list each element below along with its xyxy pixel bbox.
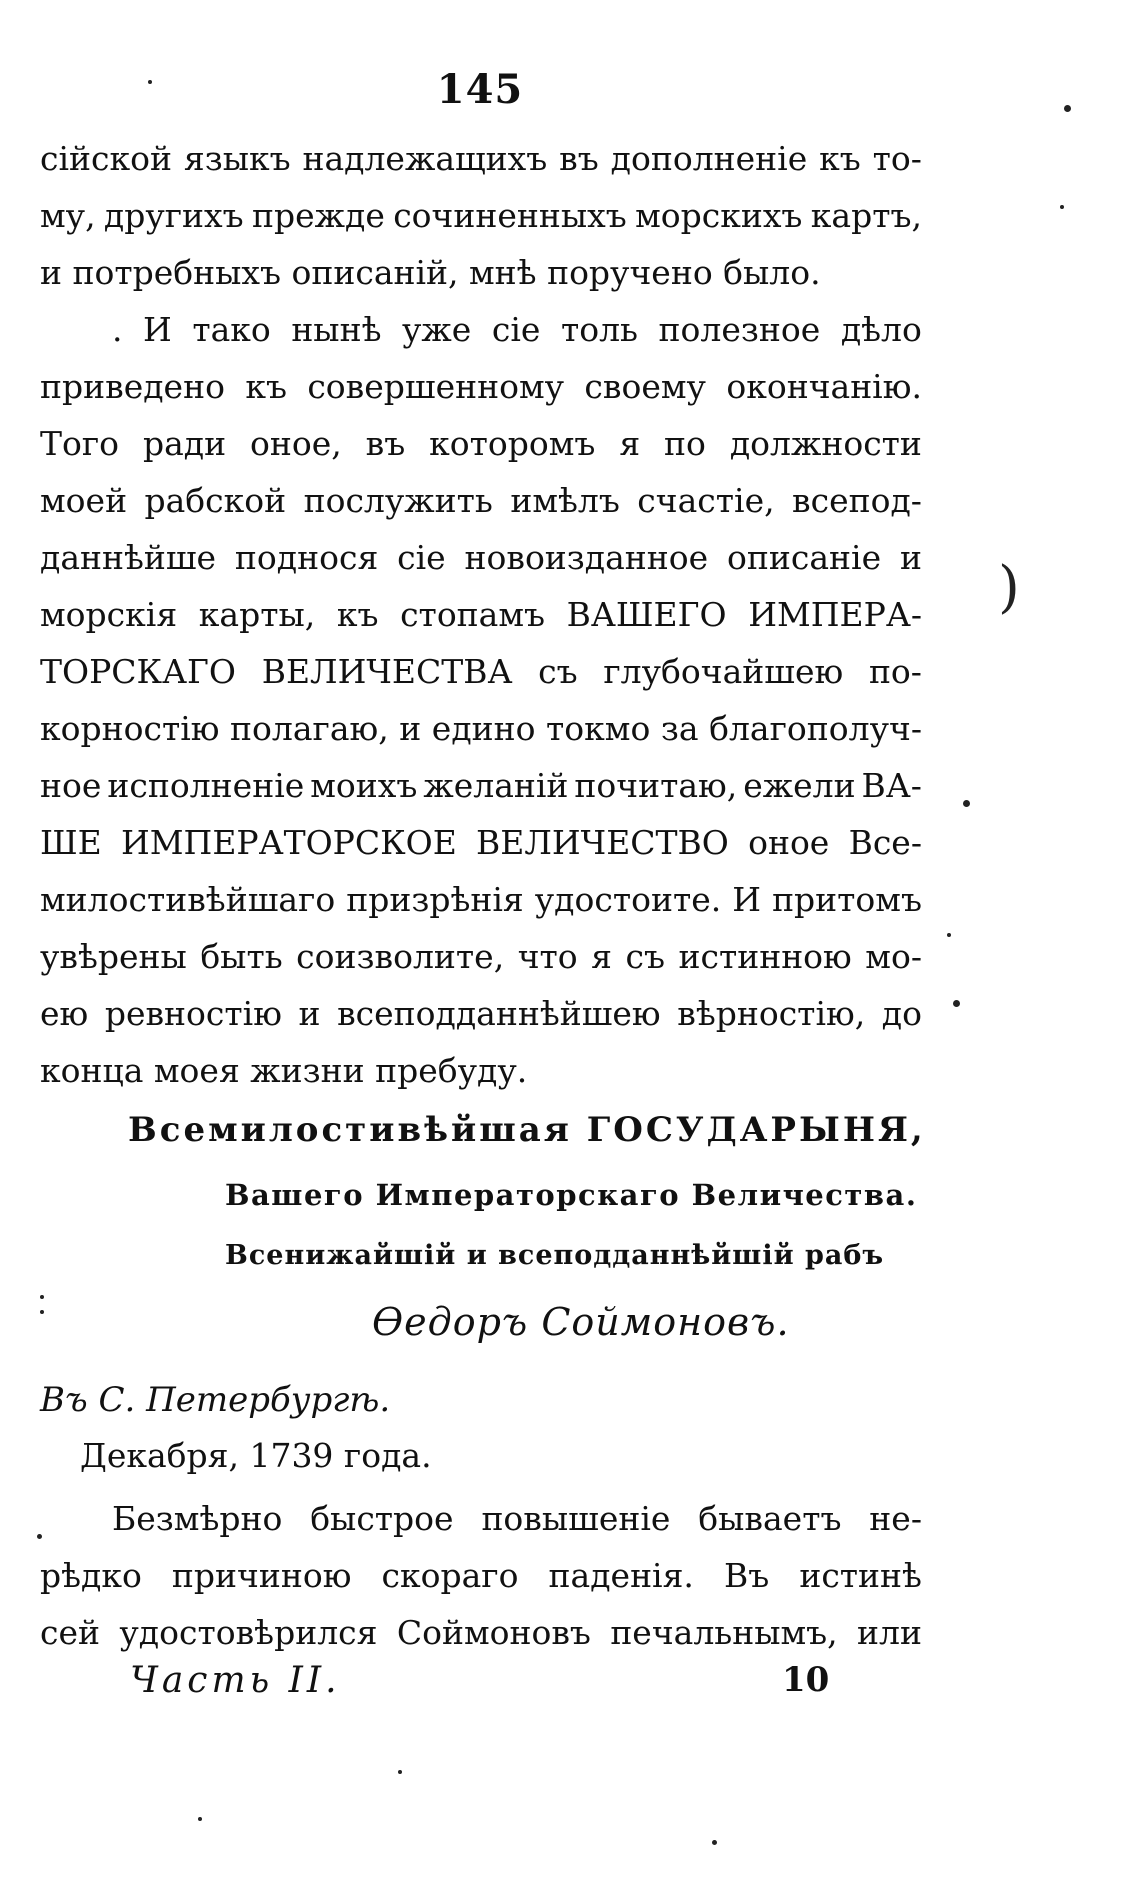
word: сей — [40, 1613, 101, 1652]
word: печальнымъ, — [610, 1613, 838, 1652]
word: . — [112, 310, 123, 349]
word: карты, — [198, 595, 316, 634]
word: прежде — [252, 196, 385, 235]
word: ВЕЛИЧЕСТВА — [261, 652, 513, 691]
footer-part-label: Часть II. — [130, 1660, 341, 1701]
word: сiе — [397, 538, 446, 577]
word: едино — [431, 709, 536, 748]
word: къ — [245, 367, 287, 406]
word: оное — [748, 823, 830, 862]
word: окончанiю. — [726, 367, 922, 406]
word: и — [298, 994, 321, 1033]
word: И — [732, 880, 762, 919]
word: даннѣйше — [40, 538, 217, 577]
word: съ — [538, 652, 578, 691]
word: рѣдко — [40, 1556, 142, 1595]
closing-servant: Всенижайшiй и всеподданнѣйшiй рабъ — [225, 1240, 885, 1271]
word: удостоите. — [534, 880, 722, 919]
word: не- — [869, 1499, 922, 1538]
word: что — [517, 937, 578, 976]
word: И — [143, 310, 172, 349]
word: должности — [729, 424, 922, 463]
word: съ — [625, 937, 665, 976]
word: полезное — [658, 310, 821, 349]
word: къ — [336, 595, 379, 634]
text-line — [40, 358, 922, 415]
scan-speck — [712, 1840, 717, 1845]
word: рабской — [144, 481, 287, 520]
scan-speck — [40, 1310, 44, 1314]
word: другихъ — [103, 196, 244, 235]
text-line: и потребныхъ описанiй, мнѣ поручено было. — [40, 253, 821, 292]
word: всеподданнѣйшею — [337, 994, 661, 1033]
word: дополненiе — [610, 139, 808, 178]
word: му, — [40, 196, 96, 235]
word: картъ, — [810, 196, 922, 235]
word: которомъ — [429, 424, 596, 463]
word: морскiя — [40, 595, 178, 634]
word: уже — [402, 310, 472, 349]
scan-speck — [953, 1000, 960, 1007]
text-line — [40, 1547, 922, 1604]
word: въ — [559, 139, 599, 178]
word: глубочайшею — [603, 652, 844, 691]
word: причиною — [171, 1556, 352, 1595]
word: то- — [872, 139, 922, 178]
word: ВА- — [861, 766, 922, 805]
word: соизволите, — [296, 937, 505, 976]
word: исполненiе — [107, 766, 305, 805]
word: къ — [819, 139, 861, 178]
text-line — [40, 871, 922, 928]
word: ревностiю — [104, 994, 282, 1033]
place-line: Въ С. Петербургѣ. — [40, 1380, 391, 1420]
scan-speck — [148, 80, 152, 84]
word: моей — [40, 481, 128, 520]
word: ИМПЕРА- — [748, 595, 922, 634]
text-line — [40, 187, 922, 244]
word: Въ — [724, 1556, 770, 1595]
word: новоизданное — [464, 538, 709, 577]
word: ради — [142, 424, 227, 463]
word: ВАШЕГО — [566, 595, 727, 634]
word: повышенiе — [481, 1499, 671, 1538]
text-line — [40, 472, 922, 529]
word: ВЕЛИЧЕСТВО — [476, 823, 729, 862]
scan-speck — [37, 1534, 42, 1539]
text-line — [40, 529, 922, 586]
word: надлежащихъ — [302, 139, 548, 178]
word: корностiю — [40, 709, 220, 748]
word: ИМПЕРАТОРСКОЕ — [120, 823, 457, 862]
word: Того — [40, 424, 120, 463]
signature: Ѳедоръ Соймоновъ. — [372, 1300, 790, 1344]
word: я — [591, 937, 612, 976]
word: и — [899, 538, 922, 577]
word: въ — [365, 424, 406, 463]
word: послужить — [303, 481, 493, 520]
word: морскихъ — [635, 196, 803, 235]
scan-speck — [947, 933, 951, 937]
word: оное, — [249, 424, 342, 463]
text-line: конца моея жизни пребуду. — [40, 1051, 528, 1090]
word: дѣло — [840, 310, 922, 349]
page-number: 145 — [436, 66, 524, 113]
word: быстрое — [310, 1499, 454, 1538]
word: бываетъ — [698, 1499, 842, 1538]
word: языкъ — [183, 139, 291, 178]
word: я — [619, 424, 641, 463]
text-line — [40, 130, 922, 187]
closing-majesty: Вашего Императорскаго Величества. — [225, 1178, 918, 1212]
word: полагаю, — [230, 709, 389, 748]
word: токмо — [546, 709, 651, 748]
closing-salutation: Всемилостивѣйшая ГОСУДАРЫНЯ, — [128, 1110, 926, 1150]
word: увѣрены — [40, 937, 187, 976]
word: благополуч- — [709, 709, 922, 748]
word: счастiе, — [637, 481, 775, 520]
text-line — [40, 643, 922, 700]
word: стопамъ — [400, 595, 546, 634]
scan-speck — [963, 800, 970, 807]
word: до — [881, 994, 922, 1033]
text-line — [40, 301, 922, 358]
word: по — [664, 424, 706, 463]
word: скораго — [381, 1556, 519, 1595]
word: поднося — [234, 538, 379, 577]
word: ШЕ — [40, 823, 102, 862]
word: совершенному — [307, 367, 565, 406]
word: желанiй — [423, 766, 569, 805]
word: призрѣнiя — [346, 880, 524, 919]
scan-speck — [40, 1295, 44, 1299]
word: паденiя. — [548, 1556, 694, 1595]
word: и — [399, 709, 422, 748]
paragraph-dedication — [40, 301, 922, 1099]
scan-speck — [1064, 105, 1071, 112]
word: почитаю, — [574, 766, 738, 805]
word: моихъ — [310, 766, 418, 805]
scan-speck — [198, 1817, 202, 1821]
text-line — [40, 985, 922, 1042]
word: сiйской — [40, 139, 172, 178]
text-line — [40, 415, 922, 472]
text-line — [40, 814, 922, 871]
scan-speck — [398, 1770, 402, 1774]
word: сiе — [491, 310, 541, 349]
text-line — [40, 1604, 922, 1661]
word: или — [857, 1613, 922, 1652]
word: по- — [868, 652, 922, 691]
word: ное — [40, 766, 102, 805]
word: ТОРСКАГО — [40, 652, 236, 691]
margin-bracket-mark: ) — [998, 555, 1020, 620]
word: мо- — [865, 937, 922, 976]
word: ежели — [743, 766, 856, 805]
text-line — [40, 1490, 922, 1547]
word: быть — [200, 937, 283, 976]
word: описанiе — [727, 538, 882, 577]
word: милостивѣйшаго — [40, 880, 336, 919]
word: Соймоновъ — [396, 1613, 591, 1652]
text-line — [40, 757, 922, 814]
word: Все- — [848, 823, 922, 862]
text-line — [40, 586, 922, 643]
word: всепод- — [792, 481, 922, 520]
date-line: Декабря, 1739 года. — [80, 1436, 432, 1475]
paragraph-narrative — [40, 1490, 922, 1661]
scan-speck — [1060, 205, 1064, 209]
word: ею — [40, 994, 89, 1033]
word: толь — [560, 310, 639, 349]
word: нынѣ — [291, 310, 382, 349]
word: за — [660, 709, 699, 748]
word: сочиненныхъ — [393, 196, 627, 235]
text-line — [40, 928, 922, 985]
word: удостовѣрился — [119, 1613, 378, 1652]
word: истинѣ — [799, 1556, 922, 1595]
word: имѣлъ — [510, 481, 620, 520]
word: притомъ — [772, 880, 922, 919]
text-line — [40, 700, 922, 757]
word: вѣрностiю, — [677, 994, 866, 1033]
word: истинною — [678, 937, 852, 976]
word: своему — [584, 367, 706, 406]
word: тако — [192, 310, 271, 349]
word: Безмѣрно — [112, 1499, 283, 1538]
word: приведено — [40, 367, 225, 406]
paragraph-continued — [40, 130, 922, 301]
footer-signature-mark: 10 — [782, 1660, 830, 1700]
